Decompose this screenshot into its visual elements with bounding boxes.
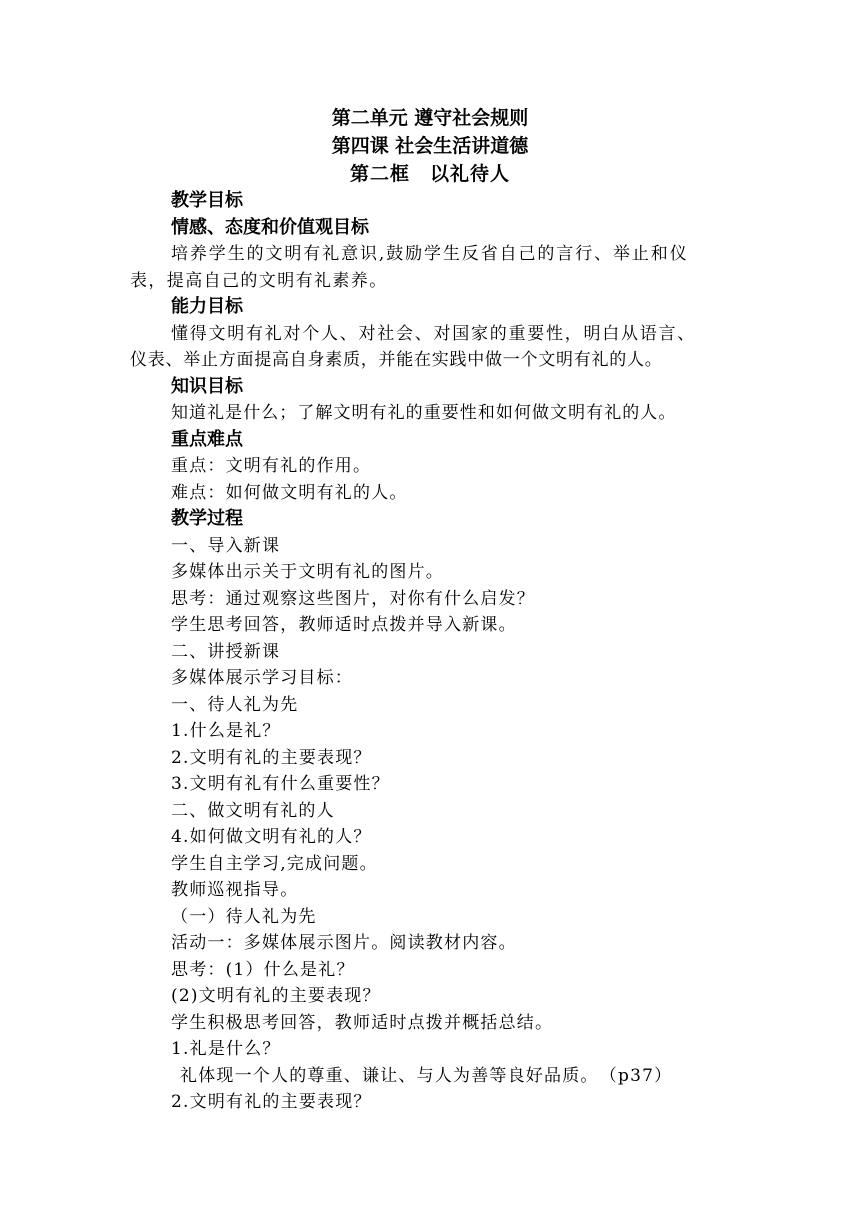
section-title: 第二框 以礼待人 <box>349 163 510 185</box>
process-line: 多媒体出示关于文明有礼的图片。 <box>171 562 444 582</box>
process-line: （一）待人礼为先 <box>171 906 317 927</box>
process-line: 二、讲授新课 <box>171 641 281 662</box>
difficult-point: 难点：如何做文明有礼的人。 <box>171 482 408 503</box>
process-line: 学生自主学习,完成问题。 <box>171 853 378 874</box>
process-line: 1.什么是礼？ <box>171 721 281 741</box>
process-line: 思考：(1）什么是礼？ <box>171 959 355 980</box>
lesson-title: 第四课 社会生活讲道德 <box>331 135 529 157</box>
process-line: 思考：通过观察这些图片，对你有什么启发？ <box>171 588 535 609</box>
process-line: 3.文明有礼有什么重要性？ <box>171 774 390 794</box>
knowledge-heading: 知识目标 <box>171 375 243 397</box>
document-body <box>130 188 734 1116</box>
process-line: 一、待人礼为先 <box>171 694 299 715</box>
process-line: 活动一：多媒体展示图片。阅读教材内容。 <box>171 933 517 953</box>
knowledge-text: 知道礼是什么；了解文明有礼的重要性和如何做文明有礼的人。 <box>171 403 677 423</box>
process-line: 2.文明有礼的主要表现？ <box>171 747 372 768</box>
ability-heading: 能力目标 <box>171 296 243 317</box>
key-points-heading: 重点难点 <box>171 428 243 450</box>
ability-text-line-2: 仪表、举止方面提高自身素质，并能在实践中做一个文明有礼的人。 <box>130 350 663 370</box>
process-line: 教师巡视指导。 <box>171 880 299 900</box>
emotion-text-line-1: 培养学生的文明有礼意识,鼓励学生反省自己的言行、举止和仪 <box>171 244 689 264</box>
process-line: 学生思考回答，教师适时点拨并导入新课。 <box>171 615 517 635</box>
title-block <box>0 104 860 188</box>
key-point: 重点：文明有礼的作用。 <box>171 456 372 476</box>
process-line: 学生积极思考回答，教师适时点拨并概括总结。 <box>171 1012 554 1033</box>
unit-title: 第二单元 遵守社会规则 <box>331 107 529 129</box>
objectives-heading: 教学目标 <box>171 190 243 211</box>
process-line: 礼体现一个人的尊重、谦让、与人为善等良好品质。 （p37） <box>180 1065 673 1086</box>
emotion-heading: 情感、态度和价值观目标 <box>171 216 369 238</box>
emotion-text-line-2: 表，提高自己的文明有礼素养。 <box>130 270 388 291</box>
process-line: 一、导入新课 <box>171 535 281 556</box>
process-line: 1.礼是什么？ <box>171 1039 281 1059</box>
process-heading: 教学过程 <box>171 508 243 529</box>
process-line: 多媒体展示学习目标： <box>171 668 353 688</box>
ability-text-line-1: 懂得文明有礼对个人、对社会、对国家的重要性，明白从语言、 <box>171 323 696 344</box>
process-line: (2)文明有礼的主要表现？ <box>171 986 381 1006</box>
process-line: 2.文明有礼的主要表现？ <box>171 1092 372 1112</box>
process-line: 4.如何做文明有礼的人？ <box>171 827 372 847</box>
process-line: 二、做文明有礼的人 <box>171 800 335 821</box>
